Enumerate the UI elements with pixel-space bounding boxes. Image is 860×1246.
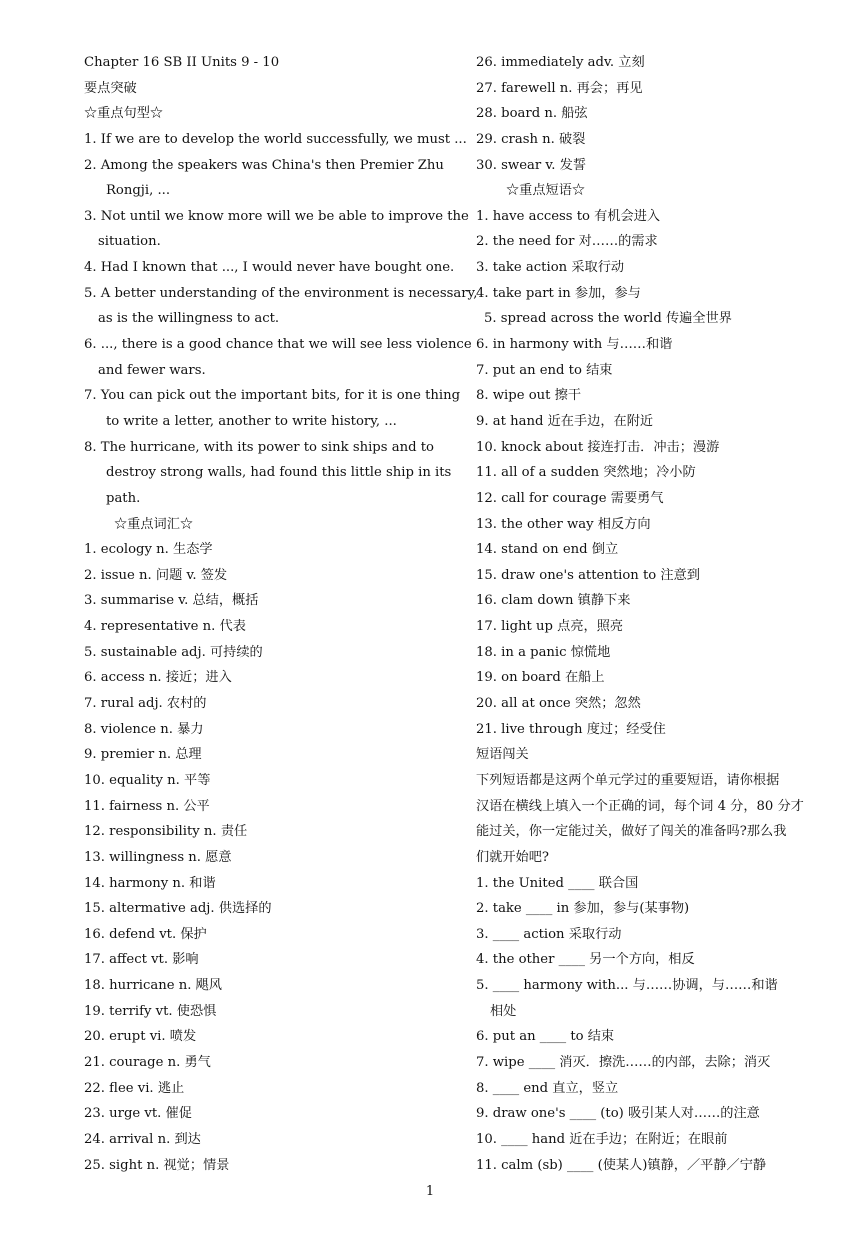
quiz-instructions: 们就开始吧?: [476, 849, 550, 865]
phrase-item: 1. have access to 有机会进入: [476, 208, 661, 224]
subsection-heading-sentences: ☆重点句型☆: [84, 106, 164, 122]
quiz-item: 4. the other ____ 另一个方向，相反: [476, 952, 695, 968]
sentence-item-continuation: situation.: [98, 234, 161, 250]
sentence-item: 1. If we are to develop the world successfully, we must ...: [84, 131, 467, 147]
phrase-item: 12. call for courage 需要勇气: [476, 490, 664, 506]
phrase-item: 16. clam down 镇静下来: [476, 593, 631, 609]
vocab-item: 21. courage n. 勇气: [84, 1054, 211, 1070]
vocab-item: 2. issue n. 问题 v. 签发: [84, 567, 228, 583]
sentence-item: 6. ..., there is a good chance that we will see less violence: [84, 337, 472, 353]
phrase-item: 3. take action 采取行动: [476, 260, 625, 276]
section-heading-quiz: 短语闯关: [476, 747, 529, 763]
quiz-item: 2. take ____ in 参加，参与(某事物): [476, 901, 690, 917]
sentence-item-continuation: as is the willingness to act.: [98, 311, 280, 327]
sentence-item: 7. You can pick out the important bits, for it is one thing: [84, 388, 461, 404]
sentence-item: 4. Had I known that ..., I would never have bought one.: [84, 260, 455, 276]
vocab-item: 7. rural adj. 农村的: [84, 696, 207, 712]
vocab-item: 30. swear v. 发誓: [476, 157, 587, 173]
phrase-item: 10. knock about 接连打击．冲击；漫游: [476, 439, 720, 455]
phrase-item: 8. wipe out 擦干: [476, 388, 582, 404]
vocab-item: 9. premier n. 总理: [84, 747, 202, 763]
subsection-heading-vocabulary: ☆重点词汇☆: [114, 516, 194, 532]
phrase-item: 4. take part in 参加，参与: [476, 285, 641, 301]
quiz-instructions: 下列短语都是这两个单元学过的重要短语，请你根据: [476, 772, 780, 788]
vocab-item: 16. defend vt. 保护: [84, 926, 207, 942]
sentence-item-continuation: path.: [106, 490, 141, 506]
phrase-item: 19. on board 在船上: [476, 670, 605, 686]
phrase-item: 15. draw one's attention to 注意到: [476, 567, 700, 583]
phrase-item: 11. all of a sudden 突然地；冷小防: [476, 465, 696, 481]
sentence-item-continuation: destroy strong walls, had found this little ship in its: [106, 465, 452, 481]
vocab-item: 12. responsibility n. 责任: [84, 824, 248, 840]
sentence-item: 5. A better understanding of the environment is necessary,: [84, 285, 478, 301]
vocab-item: 29. crash n. 破裂: [476, 131, 586, 147]
vocab-item: 10. equality n. 平等: [84, 772, 211, 788]
vocab-item: 13. willingness n. 愿意: [84, 849, 232, 865]
vocab-item: 1. ecology n. 生态学: [84, 542, 213, 558]
quiz-item-continuation: 相处: [490, 1003, 517, 1019]
phrase-item: 6. in harmony with 与……和谐: [476, 337, 673, 353]
vocab-item: 22. flee vi. 逃止: [84, 1080, 185, 1096]
page-number: 1: [425, 1184, 435, 1199]
quiz-item: 7. wipe ____ 消灭．擦洗……的内部，去除；消灭: [476, 1054, 771, 1070]
vocab-item: 17. affect vt. 影响: [84, 952, 199, 968]
vocab-item: 23. urge vt. 催促: [84, 1106, 192, 1122]
section-heading: 要点突破: [84, 80, 137, 96]
phrase-item: 13. the other way 相反方向: [476, 516, 651, 532]
vocab-item: 18. hurricane n. 飓风: [84, 978, 222, 994]
right-column: [476, 50, 836, 1178]
phrase-item: 5. spread across the world 传遍全世界: [484, 311, 732, 327]
quiz-item: 1. the United ____ 联合国: [476, 875, 639, 891]
phrase-item: 7. put an end to 结束: [476, 362, 613, 378]
vocab-item: 15. altermative adj. 供选择的: [84, 901, 272, 917]
sentence-item: 2. Among the speakers was China's then Premier Zhu: [84, 157, 444, 173]
vocab-item: 19. terrify vt. 使恐惧: [84, 1003, 217, 1019]
sentence-item-continuation: to write a letter, another to write history, ...: [106, 413, 397, 429]
quiz-item: 6. put an ____ to 结束: [476, 1029, 615, 1045]
sentence-item-continuation: Rongji, ...: [106, 183, 171, 199]
phrase-item: 18. in a panic 惊慌地: [476, 644, 611, 660]
quiz-item: 8. ____ end 直立，竖立: [476, 1080, 619, 1096]
quiz-item: 10. ____ hand 近在手边；在附近；在眼前: [476, 1131, 728, 1147]
vocab-item: 20. erupt vi. 喷发: [84, 1029, 197, 1045]
vocab-item: 28. board n. 船弦: [476, 106, 588, 122]
chapter-title: Chapter 16 SB II Units 9 - 10: [84, 55, 280, 70]
vocab-item: 3. summarise v. 总结，概括: [84, 593, 259, 609]
sentence-item: 3. Not until we know more will we be able to improve the: [84, 208, 469, 224]
subsection-heading-phrases: ☆重点短语☆: [506, 183, 586, 199]
left-column: [84, 50, 478, 1178]
vocab-item: 24. arrival n. 到达: [84, 1131, 201, 1147]
quiz-item: 11. calm (sb) ____ (使某人)镇静，／平静／宁静: [476, 1157, 767, 1173]
vocab-item: 25. sight n. 视觉；情景: [84, 1157, 230, 1173]
vocab-item: 26. immediately adv. 立刻: [476, 55, 645, 70]
vocab-item: 27. farewell n. 再会；再见: [476, 80, 643, 96]
phrase-item: 9. at hand 近在手边，在附近: [476, 413, 654, 429]
phrase-item: 20. all at once 突然；忽然: [476, 696, 641, 712]
vocab-item: 4. representative n. 代表: [84, 619, 246, 635]
phrase-item: 21. live through 度过；经受住: [476, 721, 666, 737]
quiz-instructions: 汉语在横线上填入一个正确的词，每个词 4 分，80 分才: [476, 798, 804, 814]
quiz-item: 5. ____ harmony with... 与……协调，与……和谐: [476, 978, 778, 994]
vocab-item: 8. violence n. 暴力: [84, 721, 204, 737]
quiz-item: 3. ____ action 采取行动: [476, 926, 622, 942]
sentence-item: 8. The hurricane, with its power to sink ships and to: [84, 439, 434, 455]
phrase-item: 14. stand on end 倒立: [476, 542, 619, 558]
vocab-item: 11. fairness n. 公平: [84, 798, 210, 814]
quiz-item: 9. draw one's ____ (to) 吸引某人对……的注意: [476, 1106, 760, 1122]
phrase-item: 2. the need for 对……的需求: [476, 234, 658, 250]
sentence-item-continuation: and fewer wars.: [98, 362, 206, 378]
vocab-item: 14. harmony n. 和谐: [84, 875, 216, 891]
quiz-instructions: 能过关，你一定能过关，做好了闯关的准备吗?那么我: [476, 824, 787, 840]
vocab-item: 6. access n. 接近；进入: [84, 670, 232, 686]
phrase-item: 17. light up 点亮，照亮: [476, 619, 624, 635]
vocab-item: 5. sustainable adj. 可持续的: [84, 644, 263, 660]
